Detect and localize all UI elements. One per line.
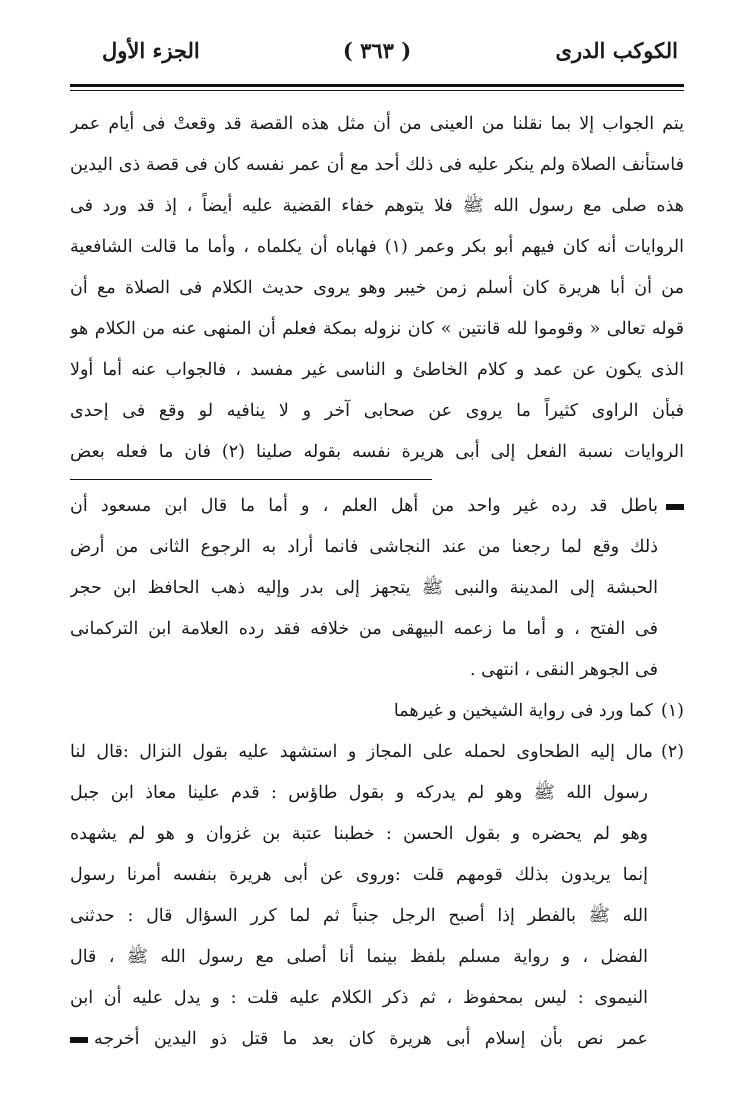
- footnote-continued-line: فى الجوهر النقى ، انتهى .: [470, 660, 658, 680]
- footnotes: [70, 486, 684, 1060]
- footnote-continued-line: ذلك وقع لما رجعنا من عند النجاشى فانما أراد به الرجوع الثانى من أرض: [70, 537, 658, 557]
- text-line: هذه صلى مع رسول الله ﷺ فلا يتوهم خفاء القضية عليه أيضاً ، إذ قد ورد فى: [70, 196, 684, 216]
- book-title: الكوكب الدرى: [555, 38, 678, 63]
- text-line: الروايات أنه كان فيهم أبو بكر وعمر (١) فهاباه أن يكلماه ، وأما ما قالت الشافعية: [70, 237, 684, 257]
- footnote-2-line: وهو لم يحضره و بقول الحسن : خطبنا عتبة بن غزوان و هو لم يشهده: [70, 824, 648, 844]
- footnote-2-line: رسول الله ﷺ وهو لم يدركه و بقول طاؤس : قدم علينا معاذ ابن جبل: [70, 783, 648, 803]
- footnote-text: كما ورد فى رواية الشيخين و غيرهما: [393, 701, 653, 721]
- footnote-2-line: الفضل ، و رواية مسلم بلفظ بينما أنا أصلى مع رسول الله ﷺ ، قال: [70, 947, 648, 967]
- footnote-number: (١): [660, 701, 684, 721]
- footnote-2-line: عمر نص بأن إسلام أبى هريرة كان بعد ما قتل ذو اليدين أخرجه: [70, 1019, 684, 1060]
- page-number: ( ٣٦٣ ): [342, 38, 412, 63]
- text-line: من أن أبا هريرة كان أسلم زمن خيبر وهو يروى حديث الكلام فى الصلاة مع أن: [70, 278, 684, 298]
- footnote-text: مال إليه الطحاوى لحمله على المجاز و استشهد عليه بقول النزال :قال لنا: [70, 742, 653, 762]
- continuation-marker: [666, 504, 684, 510]
- text-line: فبأن الراوى كثيراً ما يروى عن صحابى آخر و لا ينافيه لو وقع فى إحدى: [70, 401, 684, 421]
- text-line: الذى يكون عن عمد و كلام الخاطئ و الناسى غير مفسد ، فالجواب عنه أما أولا: [70, 360, 684, 380]
- footnote-2-line: الله ﷺ بالفطر إذا أصبح الرجل جنباً ثم لما كرر السؤال قال : حدثنى: [70, 906, 648, 926]
- footnote-divider: [70, 479, 432, 480]
- footnote-number: (٢): [660, 742, 684, 762]
- text-line: فاستأنف الصلاة ولم ينكر عليه فى ذلك أحد مع أن عمر نفسه كان فى قصة ذى اليدين: [70, 155, 684, 175]
- text-line: الروايات نسبة الفعل إلى أبى هريرة نفسه بقوله صلينا (٢) فان ما فعله بعض: [70, 442, 684, 462]
- footnote-2: [70, 732, 684, 773]
- text-line: يتم الجواب إلا بما نقلنا من العينى من أن مثل هذه القصة قد وقعتْ فى أيام عمر: [70, 114, 684, 134]
- page-header: [70, 0, 684, 92]
- footnote-1: [70, 691, 684, 732]
- footnote-2-line: النيموى : ليس بمحفوظ ، ثم ذكر الكلام عليه قلت : و يدل عليه أن ابن: [70, 988, 648, 1008]
- header-rule-thin: [70, 90, 684, 91]
- volume-label: الجزء الأول: [102, 38, 200, 63]
- continuation-marker: [70, 1037, 88, 1043]
- text-line: قوله تعالى « وقوموا لله قانتين » كان نزوله بمكة فعلم أن المنهى عنه من الكلام هو: [70, 319, 684, 339]
- main-text: [70, 104, 684, 473]
- footnote-continued-line: الحبشة إلى المدينة والنبى ﷺ يتجهز إلى بدر وإليه ذهب الحافظ ابن حجر: [70, 578, 658, 598]
- footnote-continued-line: فى الفتح ، و أما ما زعمه البيهقى من خلافه فقد رده العلامة ابن التركمانى: [70, 619, 658, 639]
- header-rule-thick: [70, 84, 684, 87]
- footnote-continued-line: باطل قد رده غير واحد من أهل العلم ، و أما ما قال ابن مسعود أن: [70, 486, 684, 527]
- footnote-2-line: إنما يريدون بذلك قومهم قلت :وروى عن أبى هريرة بنفسه أمرنا رسول: [70, 865, 648, 885]
